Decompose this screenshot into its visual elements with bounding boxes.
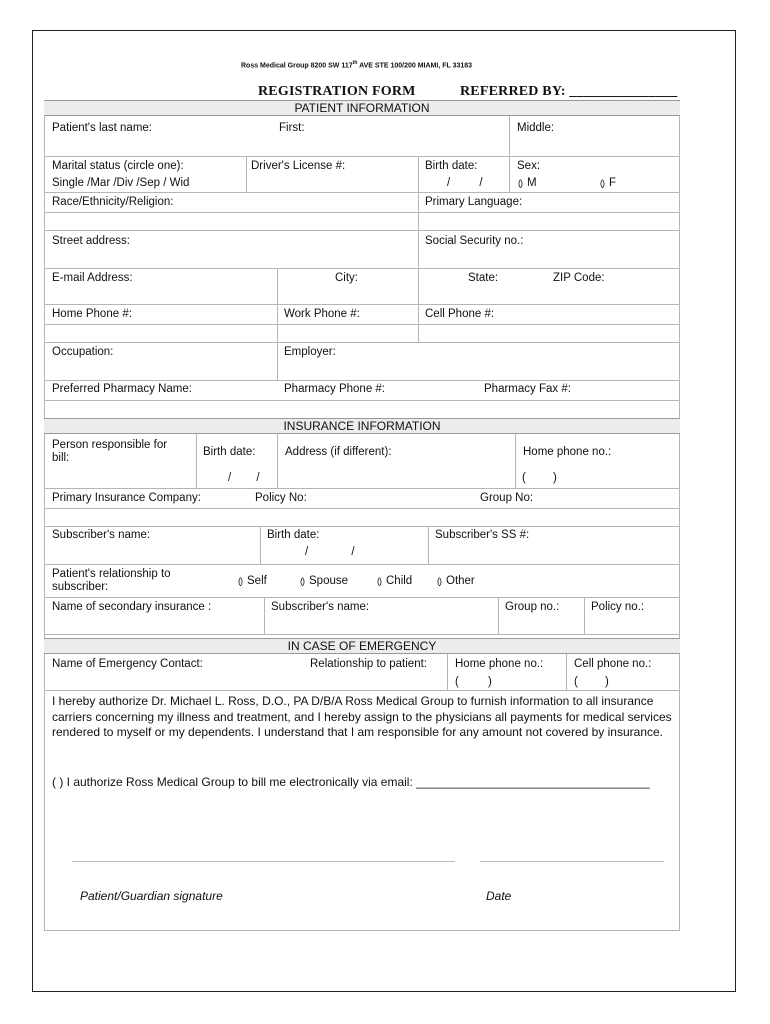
last-name-field[interactable]: Patient's last name: [52,122,152,134]
race-field[interactable]: Race/Ethnicity/Religion: [52,196,174,208]
radio-male-icon[interactable]: () [518,178,522,188]
date-label: Date [486,889,512,903]
radio-spouse-icon[interactable]: () [300,576,304,586]
page-border [32,30,736,992]
subscriber-name-field[interactable]: Subscriber's name: [52,529,151,541]
birth-date-slashes: / / [447,177,483,189]
insurance-info-heading: INSURANCE INFORMATION [44,418,680,434]
responsible-home-phone-parens: ( ) [522,472,557,484]
secondary-policy-number-field[interactable]: Policy no.: [591,601,645,613]
work-phone-field[interactable]: Work Phone #: [284,308,360,320]
primary-insurance-company-field[interactable]: Primary Insurance Company: [52,492,201,504]
email-field[interactable]: E-mail Address: [52,272,133,284]
emergency-home-phone-parens: ( ) [455,676,492,688]
patient-relationship-label: Patient's relationship to subscriber: [52,568,171,593]
emergency-contact-name-field[interactable]: Name of Emergency Contact: [52,658,203,670]
radio-female-icon[interactable]: () [600,178,604,188]
emergency-cell-phone-field[interactable]: Cell phone no.: [574,658,652,670]
responsible-party-label[interactable]: Person responsible for bill: [52,439,168,464]
email-billing-consent[interactable]: ( ) I authorize Ross Medical Group to bill me electronically via email: ___________________________________ [52,775,650,789]
secondary-insurance-name-field[interactable]: Name of secondary insurance : [52,601,212,613]
pharmacy-name-field[interactable]: Preferred Pharmacy Name: [52,383,192,395]
emergency-heading: IN CASE OF EMERGENCY [44,638,680,654]
relationship-self-option[interactable]: () Self [238,575,267,587]
sex-label: Sex: [517,160,541,172]
patient-signature-label: Patient/Guardian signature [80,889,223,903]
marital-status-label: Marital status (circle one): [52,160,184,172]
relationship-child-option[interactable]: () Child [377,575,413,587]
subscriber-ss-field[interactable]: Subscriber's SS #: [435,529,530,541]
responsible-birth-slashes: / / [228,472,260,484]
emergency-home-phone-field[interactable]: Home phone no.: [455,658,544,670]
referred-by-field[interactable]: REFERRED BY: _______________ [460,84,678,99]
first-name-field[interactable]: First: [279,122,305,134]
patient-signature-line[interactable] [72,861,455,862]
radio-child-icon[interactable]: () [377,576,381,586]
relationship-other-option[interactable]: () Other [437,575,475,587]
pharmacy-fax-field[interactable]: Pharmacy Fax #: [484,383,571,395]
responsible-birth-date-field[interactable]: Birth date: [203,446,256,458]
primary-language-field[interactable]: Primary Language: [425,196,523,208]
secondary-group-number-field[interactable]: Group no.: [505,601,560,613]
home-phone-field[interactable]: Home Phone #: [52,308,132,320]
ssn-field[interactable]: Social Security no.: [425,235,524,247]
sex-male-option[interactable]: () M [518,177,537,189]
responsible-home-phone-field[interactable]: Home phone no.: [523,446,612,458]
drivers-license-field[interactable]: Driver's License #: [251,160,346,172]
relationship-spouse-option[interactable]: () Spouse [300,575,349,587]
emergency-cell-phone-parens: ( ) [574,676,609,688]
form-title: REGISTRATION FORM [258,84,416,99]
cell-phone-field[interactable]: Cell Phone #: [425,308,495,320]
occupation-field[interactable]: Occupation: [52,346,114,358]
patient-info-heading: PATIENT INFORMATION [44,100,680,116]
group-number-field[interactable]: Group No: [480,492,534,504]
policy-number-field[interactable]: Policy No: [255,492,307,504]
subscriber-birth-date-field[interactable]: Birth date: [267,529,320,541]
marital-status-options[interactable]: Single /Mar /Div /Sep / Wid [52,177,190,189]
state-field[interactable]: State: [468,272,499,284]
secondary-subscriber-name-field[interactable]: Subscriber's name: [271,601,370,613]
employer-field[interactable]: Employer: [284,346,336,358]
clinic-address: Ross Medical Group 8200 SW 117th AVE STE 100/200 MIAMI, FL 33183 [241,60,473,70]
pharmacy-phone-field[interactable]: Pharmacy Phone #: [284,383,386,395]
radio-other-icon[interactable]: () [437,576,441,586]
middle-name-field[interactable]: Middle: [517,122,555,134]
street-address-field[interactable]: Street address: [52,235,130,247]
sex-female-option[interactable]: () F [600,177,617,189]
emergency-relationship-field[interactable]: Relationship to patient: [310,658,427,670]
date-signature-line[interactable] [480,861,664,862]
authorization-text: I hereby authorize Dr. Michael L. Ross, D.O., PA D/B/A Ross Medical Group to furnish information to all insurance carriers concerning my illness and treatment, and I hereby assign to the physicians all payments for medical services rendered to myself or my dependents. I understand that I am responsible for any amount not covered by insurance. [52,694,672,739]
subscriber-birth-slashes: / / [305,546,355,558]
city-field[interactable]: City: [335,272,358,284]
radio-self-icon[interactable]: () [238,576,242,586]
birth-date-field[interactable]: Birth date: [425,160,478,172]
zip-field[interactable]: ZIP Code: [553,272,605,284]
address-if-different-field[interactable]: Address (if different): [285,446,392,458]
